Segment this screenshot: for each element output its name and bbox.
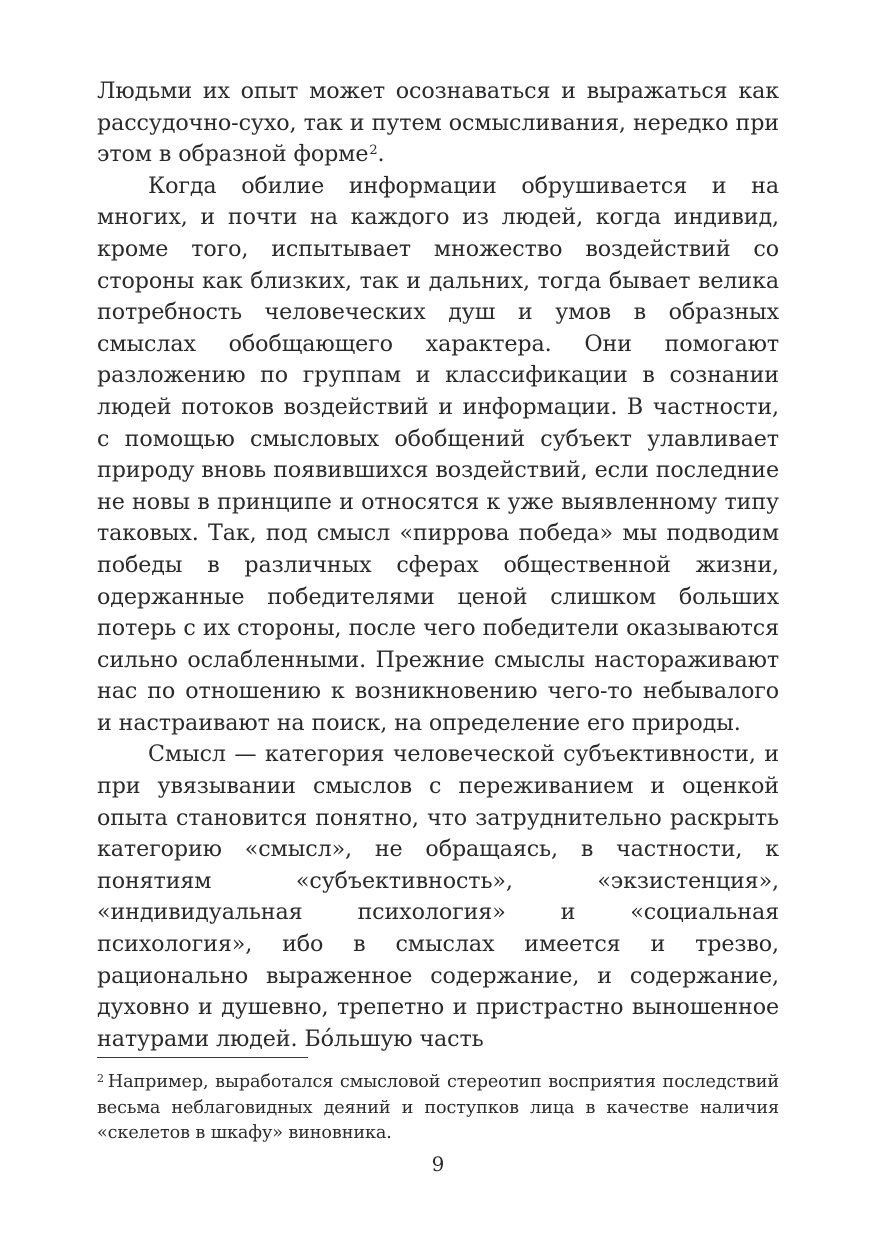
main-text (97, 76, 779, 1055)
footnote-text: Например, выработался смысловой стереотип восприятия последствий весьма неблаговидных деяний и поступков лица в качестве наличия «скелетов в шкафу» виновника. (97, 1072, 779, 1144)
footnote-divider (97, 1057, 308, 1058)
paragraph-2: Когда обилие информации обрушивается и на многих, и почти на каждого из людей, когда индивид, кроме того, испытывает множество воздействий со стороны как близких, так и дальних, тогда бывает велика потребность человеческих душ и умов в образных смыслах обобщающего характера. Они помогают разложению по группам и классификации в сознании людей потоков воздействий и информации. В частности, с помощью смысловых обобщений субъект улавливает природу вновь появившихся воздействий, если последние не новы в принципе и относятся к уже выявленному типу таковых. Так, под смысл «пиррова победа» мы подводим победы в различных сферах общественной жизни, одержанные победителями ценой слишком больших потерь с их стороны, после чего победители оказываются сильно ослабленными. Прежние смыслы настораживают нас по отношению к возникновению чего-то небывалого и настраивают на поиск, на определение его природы. (97, 172, 779, 736)
footnote-reference[interactable]: 2 (369, 143, 378, 159)
page-number: 9 (431, 1152, 445, 1176)
paragraph-3: Смысл — категория человеческой субъективности, и при увязывании смыслов с переживанием и оценкой опыта становится понятно, что затруднительно раскрыть категорию «смысл», не обращаясь, в частности, к понятиям «субъективность», «экзистенция», «индивидуальная психология» и «социальная психология», ибо в смыслах имеется и трезво, рационально выраженное содержание, и содержание, духовно и душевно, трепетно и пристрастно выношенное натурами людей. Бо́льшую часть (97, 741, 779, 1052)
paragraph-1 (97, 76, 779, 171)
footnote-marker: 2 (97, 1072, 104, 1085)
footnote (97, 1070, 779, 1147)
paragraph-1-end: . (377, 141, 385, 168)
paragraph-1-text: Людьми их опыт может осознаваться и выражаться как рассудочно-сухо, так и путем осмысливания, нередко при этом в образной форме (97, 78, 779, 168)
